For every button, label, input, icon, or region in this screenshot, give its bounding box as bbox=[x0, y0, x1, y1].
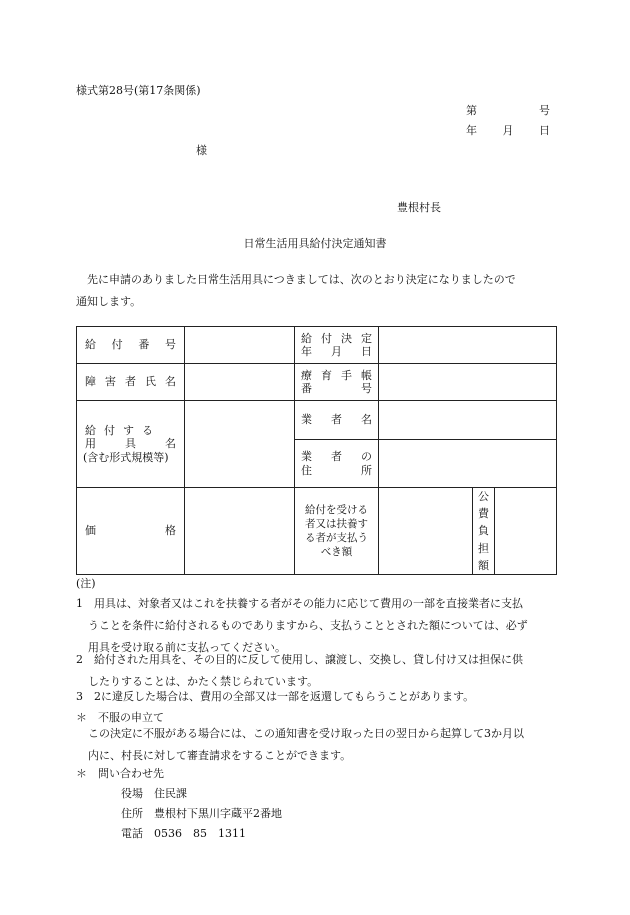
appeal-heading: ＊ 不服の申立て bbox=[76, 711, 164, 724]
grant-number-label: 給 付 番 号 bbox=[77, 327, 185, 364]
contact-heading: ＊ 問い合わせ先 bbox=[76, 767, 164, 780]
vendor-address-value[interactable] bbox=[379, 440, 557, 488]
price-value[interactable] bbox=[185, 488, 295, 575]
grant-date-label: 給 付 決 定 年 月 日 bbox=[295, 327, 379, 364]
disabled-name-label: 障 害 者 氏 名 bbox=[77, 364, 185, 401]
vendor-name-value[interactable] bbox=[379, 401, 557, 440]
contact-phone: 電話 0536 85 1311 bbox=[121, 827, 246, 840]
ryoiku-number-value[interactable] bbox=[379, 364, 557, 401]
note-3: 3 2に違反した場合は、費用の全部又は一部を返還してもらうことがあります。 bbox=[76, 690, 475, 703]
grant-date-value[interactable] bbox=[379, 327, 557, 364]
vendor-name-label: 業 者 名 bbox=[295, 401, 379, 440]
payer-amount-value[interactable] bbox=[379, 488, 473, 575]
contact-address: 住所 豊根村下黒川字蔵平2番地 bbox=[121, 807, 282, 820]
contact-office: 役場 住民課 bbox=[121, 787, 187, 800]
intro-text: 先に申請のありました日常生活用具につきましては、次のとおり決定になりましたので 通知します。 bbox=[76, 273, 516, 308]
price-label: 価 格 bbox=[77, 488, 185, 575]
note-2: 2 給付された用具を、その目的に反して使用し、譲渡し、交換し、貸し付け又は担保に供 したりすることは、かたく禁じられています。 bbox=[76, 653, 523, 688]
document-title: 日常生活用具給付決定通知書 bbox=[243, 237, 387, 250]
note-1: 1 用具は、対象者又はこれを扶養する者がその能力に応じて費用の一部を直接業者に支払 うことを条件に給付されるものでありますから、支払うこととされた額については、必ず 用具を受け取る前に支払ってください。 bbox=[76, 597, 528, 654]
payer-amount-label: 給付を受ける 者又は扶養す る者が支払う べき額 bbox=[295, 488, 379, 575]
device-name-label: 給 付 す る 用 具 名 (含む形式規模等) bbox=[77, 401, 185, 488]
disabled-name-value[interactable] bbox=[185, 364, 295, 401]
date-line: 年 月 日 bbox=[466, 124, 550, 137]
grant-form-table bbox=[76, 326, 557, 575]
grant-number-value[interactable] bbox=[185, 327, 295, 364]
public-burden-value[interactable] bbox=[495, 488, 557, 575]
notes-heading: (注) bbox=[76, 577, 96, 590]
appeal-text: この決定に不服がある場合には、この通知書を受け取った日の翌日から起算して3か月以 内に、村長に対して審査請求をすることができます。 bbox=[88, 727, 524, 762]
document-number-line: 第 号 bbox=[466, 104, 550, 117]
issuer: 豊根村長 bbox=[397, 201, 441, 214]
vendor-address-label: 業 者 の 住 所 bbox=[295, 440, 379, 488]
form-number: 様式第28号(第17条関係) bbox=[76, 84, 201, 97]
ryoiku-number-label: 療 育 手 帳 番 号 bbox=[295, 364, 379, 401]
public-burden-label: 公 費 負 担 額 bbox=[473, 488, 495, 575]
recipient-suffix: 様 bbox=[196, 144, 207, 157]
device-name-value[interactable] bbox=[185, 401, 295, 488]
